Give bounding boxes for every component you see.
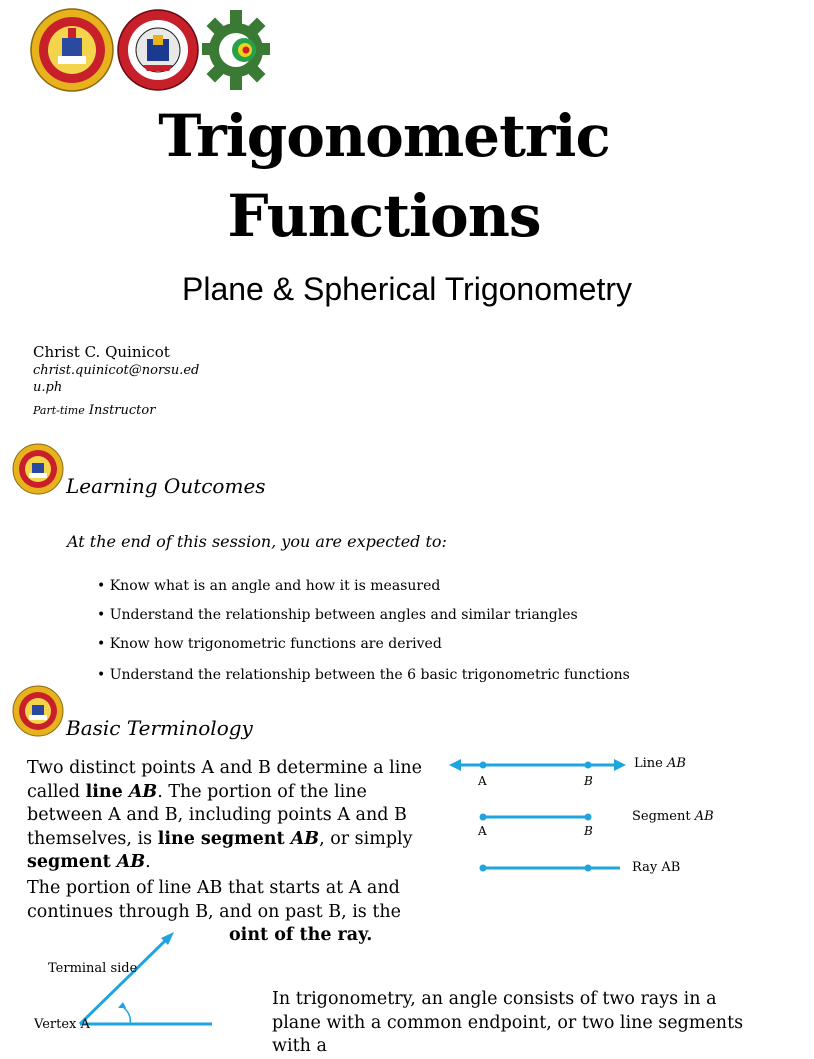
role-prefix: Part-time: [33, 404, 85, 417]
norsu-seal-logo: [28, 8, 116, 92]
text-run: . The portion of the line between A and B, including points A and B themselves, is: [27, 781, 407, 849]
line-ab-label: [634, 756, 686, 771]
label-text: Line: [634, 756, 663, 771]
text-run: AB: [116, 852, 146, 872]
ray-ab-label: Ray AB: [632, 860, 681, 875]
basic-terminology-heading: Basic Terminology: [66, 716, 253, 740]
gear-logo: [200, 8, 272, 92]
point-a-label: A: [478, 774, 487, 788]
terminology-paragraph-2-tail: [229, 924, 372, 948]
terminology-paragraph-3: [272, 988, 762, 1059]
text-run: The portion of line AB that starts at A and continues through B, and on past B, is the: [27, 878, 402, 922]
line-segment-figure: [445, 748, 745, 875]
angle-figure: [0, 926, 230, 1032]
norsu-seal-icon: [12, 443, 64, 495]
title-line-2: Functions: [227, 182, 541, 250]
point-a-label: A: [478, 824, 487, 838]
label-text: Segment: [632, 809, 691, 824]
outcome-item: • Understand the relationship between angles and similar triangles: [97, 607, 578, 623]
role-title: Instructor: [88, 403, 156, 418]
label-text: AB: [667, 756, 686, 771]
terminology-paragraph-1: [27, 757, 437, 875]
author-email: christ.quinicot@norsu.edu.ph: [33, 363, 200, 395]
learning-outcomes-intro: At the end of this session, you are expected to:: [67, 532, 447, 551]
text-run: In trigonometry, an angle consists of two rays in a plane with a common endpoint, or two line segments with a: [272, 989, 744, 1056]
line-ab: [449, 759, 626, 771]
text-run: line: [85, 781, 129, 802]
label-text: AB: [694, 809, 714, 824]
text-run: Two distinct points A and B determine a line called: [27, 758, 422, 802]
outcome-item-text: Know what is an angle and how it is measured: [109, 578, 441, 594]
vertex-label: Vertex A: [34, 1017, 90, 1032]
text-run: , or simply: [319, 828, 413, 849]
engineering-college-seal-logo: [117, 9, 199, 91]
segment-ab: [480, 814, 592, 821]
text-run: line segment: [157, 828, 291, 849]
learning-outcomes-heading: Learning Outcomes: [66, 474, 266, 498]
point-b-label: B: [584, 824, 593, 838]
outcome-item-text: Understand the relationship between the 6 basic trigonometric functions: [109, 667, 630, 683]
point-b-label: B: [584, 774, 593, 788]
author-role: [33, 403, 155, 418]
ray-ab: [480, 865, 621, 872]
text-run: AB: [290, 828, 320, 849]
segment-ab-label: [632, 809, 714, 824]
norsu-seal-icon: [12, 685, 64, 737]
outcome-item-text: Understand the relationship between angles and similar triangles: [109, 607, 578, 623]
terminal-side-label: Terminal side: [48, 961, 138, 976]
subtitle: Plane & Spherical Trigonometry: [182, 271, 632, 307]
outcome-item-text: Know how trigonometric functions are derived: [109, 636, 442, 652]
outcome-item: • Know how trigonometric functions are derived: [97, 636, 442, 652]
text-run: oint of the ray.: [229, 925, 373, 945]
title-line-1: Trigonometric: [158, 102, 610, 170]
outcome-item: • Know what is an angle and how it is measured: [97, 578, 441, 594]
author-name: Christ C. Quinicot: [33, 343, 170, 361]
outcome-item: • Understand the relationship between the 6 basic trigonometric functions: [97, 667, 630, 683]
text-run: segment: [27, 852, 117, 872]
text-run: .: [145, 852, 151, 872]
text-run: AB: [128, 781, 158, 802]
